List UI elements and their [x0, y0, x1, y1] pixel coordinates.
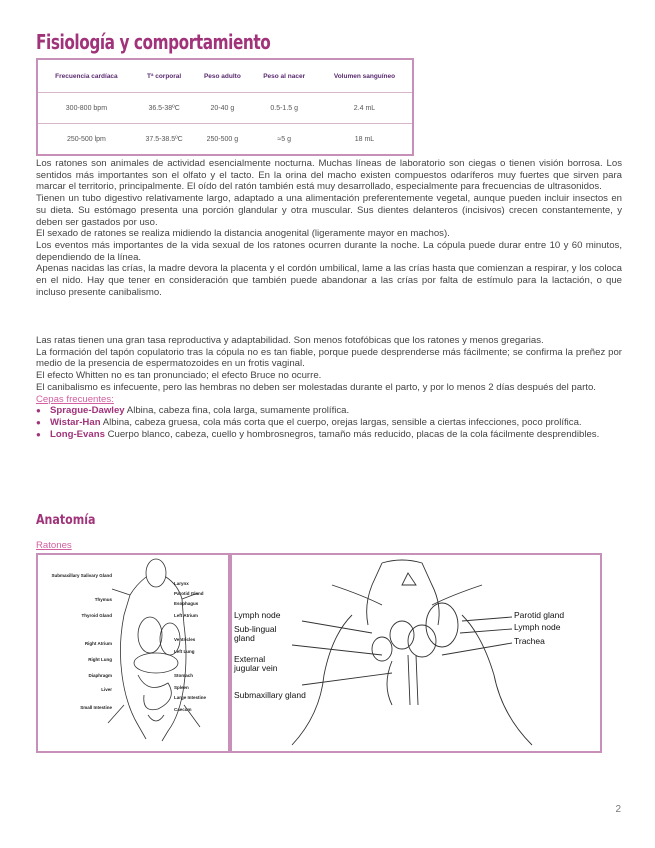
label-small-intestine: Small Intestine: [80, 705, 112, 710]
label-liver: Liver: [101, 687, 112, 692]
table-cell: 250-500 lpm: [66, 135, 106, 143]
table-header: Tª corporal: [135, 59, 194, 93]
table-cell: 2.4 mL: [317, 93, 413, 124]
table-cell: 300-800 bpm: [37, 93, 135, 124]
page-number: 2: [615, 804, 621, 815]
table-header: Volumen sanguíneo: [317, 59, 413, 93]
paragraph: La formación del tapón copulatorio tras la cópula no es tan fiable, porque puede desprenderse más fácilmente; se confirma la preñez por medio de la presencia de espermatozoides en un frotis vaginal.: [36, 346, 622, 370]
paragraph: El canibalismo es infecuente, pero las hembras no deben ser molestadas durante el parto, y por lo menos 2 días después del parto.: [36, 381, 596, 393]
strains-label[interactable]: Cepas frecuentes:: [36, 393, 114, 405]
label-parotid-gland: Parotid gland: [514, 610, 565, 620]
table-cell: 18 mL: [354, 135, 375, 143]
physiology-table: [36, 58, 414, 156]
mouse-section-text: [36, 158, 622, 298]
table-cell: 36.5-38ºC: [135, 93, 194, 124]
paragraph: Tienen un tubo digestivo relativamente largo, adaptado a una alimentación preferentemente vegetal, aunque pueden incluir insectos en su dieta. Su estómago presenta una porción glandular y otra muscular. Sus dientes delanteros (incisivos) crecen constantemente, y deben ser gastados por uso.: [36, 193, 622, 228]
label-caecum: Caecum: [174, 707, 192, 712]
label-lymph-node-left: Lymph node: [234, 610, 281, 620]
label-thyroid: Thyroid Gland: [81, 613, 112, 618]
label-submaxillary-gland: Submaxillary gland: [234, 690, 306, 700]
strain-name: Long-Evans: [50, 428, 105, 440]
label-stomach: Stomach: [174, 673, 194, 678]
table-cell: 37.5-38.5ºC: [145, 135, 183, 143]
neck-glands-diagram: [230, 553, 602, 753]
list-item: [36, 405, 622, 417]
paragraph: El sexado de ratones se realiza midiendo la distancia anogenital (ligeramente mayor en machos).: [36, 228, 450, 240]
mouse-organs-diagram: [36, 553, 230, 753]
label-thymus: Thymus: [94, 597, 112, 602]
strain-desc: Albina, cabeza fina, cola larga, sumamente prolífica.: [124, 405, 350, 417]
label-diaphragm: Diaphragm: [88, 673, 112, 678]
label-trachea: Trachea: [514, 636, 545, 646]
label-right-lung: Right Lung: [88, 657, 112, 662]
label-parotid: Parotid Gland: [174, 591, 204, 596]
table-row: [37, 124, 413, 156]
label-lymph-node-right: Lymph node: [514, 622, 561, 632]
table-cell: 20-40 g: [193, 93, 251, 124]
table-cell: 0.5-1.5 g: [251, 93, 317, 124]
paragraph: Los ratones son animales de actividad esencialmente nocturna. Muchas líneas de laboratorio son ciegas o tienen visión borrosa. Los sentidos más importantes son el olfato y el tacto. En la orina del macho existen compuestos odaríferos muy fuertes que sirven para marcar el territorio, principalmente. El oído del ratón también está muy desarrollado, especialmente para frecuencias de ultrasonidos.: [36, 158, 622, 193]
table-header: Peso adulto: [193, 59, 251, 93]
table-header-row: [37, 59, 413, 93]
paragraph: Los eventos más importantes de la vida sexual de los ratones ocurren durante la noche. La cópula puede durar entre 10 y 60 minutos, dependiendo de la línea.: [36, 239, 622, 263]
rat-section-text: [36, 335, 622, 440]
label-larynx: Larynx: [174, 581, 189, 586]
label-sublingual: Sub-lingual gland: [234, 624, 277, 643]
strain-name: Wistar-Han: [50, 416, 101, 428]
anatomy-heading: Anatomía: [36, 513, 96, 528]
label-right-atrium: Right Atrium: [84, 641, 112, 646]
table-row: [37, 93, 413, 124]
table-cell: ≈5 g: [277, 135, 291, 143]
table-header: Peso al nacer: [251, 59, 317, 93]
list-item: [36, 417, 622, 429]
label-ventricles: Ventricles: [174, 637, 196, 642]
label-jugular-vein: External jugular vein: [234, 654, 278, 673]
label-spleen: Spleen: [174, 685, 189, 690]
paragraph: Apenas nacidas las crías, la madre devora la placenta y el cordón umbilical, lame a las crías hasta que comienzan a respirar, y los coloca en el nido. Hay que tener en consideración que también puede abandonar a las crías por falta de estímulo para la lactación, o que incluso presente canibalismo.: [36, 263, 622, 298]
label-large-intestine: Large Intestine: [174, 695, 207, 700]
label-left-lung: Left Lung: [174, 649, 195, 654]
strain-desc: Albina, cabeza gruesa, cola más corta que el cuerpo, orejas largas, sensible a ciertas infecciones, poco prolífica.: [100, 416, 582, 428]
table-cell: 250-500 g: [206, 135, 239, 143]
label-esophagus: Esophagus: [174, 601, 199, 606]
list-item: [36, 429, 622, 441]
mice-label[interactable]: Ratones: [36, 540, 72, 551]
label-left-atrium: Left Atrium: [174, 613, 198, 618]
strain-name: Sprague-Dawley: [50, 405, 125, 417]
page-title: Fisiología y comportamiento: [36, 30, 271, 54]
table-header: Frecuencia cardíaca: [37, 59, 135, 93]
paragraph: Las ratas tienen una gran tasa reproductiva y adaptabilidad. Son menos fotofóbicas que los ratones y menos gregarias.: [36, 335, 544, 346]
paragraph: El efecto Whitten no es tan pronunciado; el efecto Bruce no ocurre.: [36, 370, 322, 382]
strains-list: [36, 405, 622, 440]
strain-desc: Cuerpo blanco, cabeza, cuello y hombrosnegros, tamaño más reducido, placas de la cola fácilmente desprendibles.: [104, 428, 600, 440]
label-submaxillary: Submaxillary Salivary Gland: [51, 573, 112, 578]
